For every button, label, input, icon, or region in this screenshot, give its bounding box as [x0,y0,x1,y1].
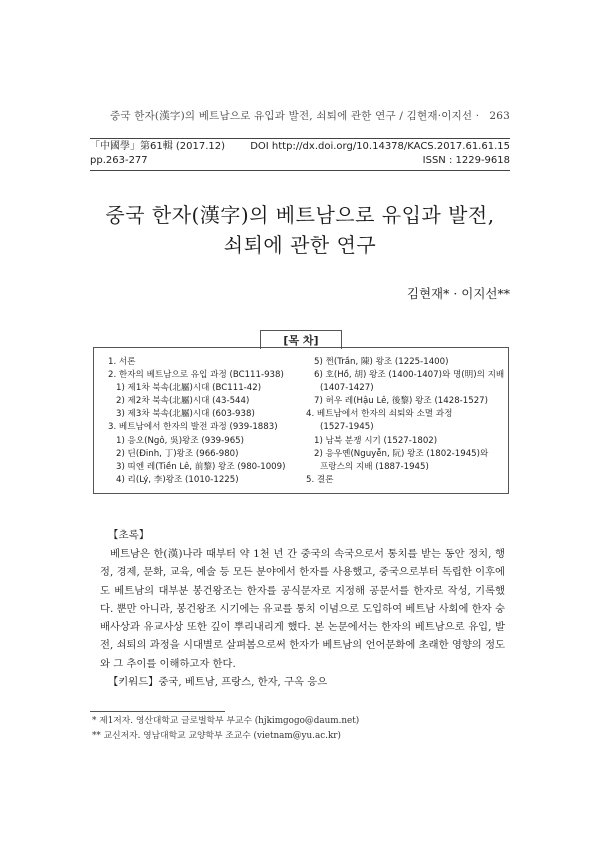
footnote-corresponding-author: ** 교신저자. 영남대학교 교양학부 조교수 (vietnam@yu.ac.kr) [92,730,341,741]
meta-bottom-rule [90,170,510,171]
running-head [90,108,510,123]
toc-item: 5) 쩐(Trần, 陳) 왕조 (1225-1400) [314,357,449,367]
abstract-heading: 【초록】 [108,529,150,541]
toc-item: 4) 리(Lý, 李)왕조 (1010-1225) [116,474,239,485]
toc-item: 4. 베트남에서 한자의 쇠퇴와 소멸 과정 [306,409,453,420]
toc-item: 5. 결론 [306,474,334,485]
toc-item: 3) 띠엔 레(Tiền Lê, 前黎) 왕조 (980-1009) [116,461,286,472]
toc-left-column [108,356,293,487]
footnote-rule [90,711,225,712]
toc-item: (1527-1945) [320,422,374,433]
title-line-2: 쇠퇴에 관한 연구 [223,233,377,257]
running-head-text: 중국 한자(漢字)의 베트남으로 유입과 발전, 쇠퇴에 관한 연구 / 김현재·이지선 · [110,110,480,122]
toc-item: 1) 응오(Ngô, 吳)왕조 (939-965) [116,435,245,446]
journal-meta [90,140,510,168]
paper-title [60,200,540,260]
toc-item: 3. 베트남에서 한자의 발전 과정 (939-1883) [108,422,278,433]
meta-top-rule [90,138,510,139]
toc-item: 2. 한자의 베트남으로 유입 과정 (BC111-938) [108,370,284,381]
footnote-first-author: * 제1저자. 영산대학교 글로벌학부 부교수 (hjkimgogo@daum.net) [92,716,360,726]
toc-item: 2) 딘(Đinh, 丁)왕조 (966-980) [116,448,239,459]
page-range: pp.263-277 [90,155,148,166]
toc-item: 2) 제2차 북속(北屬)시대 (43-544) [116,396,250,407]
toc-item: 1) 제1차 북속(北屬)시대 (BC111-42) [116,383,262,394]
toc-item: (1407-1427) [320,383,374,394]
toc-item: 프랑스의 지배 (1887-1945) [320,461,429,472]
toc-label: [목 차] [260,330,342,349]
toc-item: 1) 남북 분쟁 시기 (1527-1802) [314,435,438,446]
toc-right-column [306,356,504,487]
abstract-body: 베트남은 한(漢)나라 때부터 약 1천 년 간 중국의 속국으로서 통치를 받는 동안 정치, 행정, 경제, 문화, 교육, 예술 등 모든 분야에서 한자를 사용했고, 중국으로부터 독립한 이후에도 베트남의 대부분 봉건왕조는 한자를 공식문자로 지정해 공문서를 한자로 작성, 기록했다. 뿐만 아니라, 봉건왕조 시기에는 유교를 통치 이념으로 도입하여 베트남 사회에 한자 숭배사상과 유교사상 또한 깊이 뿌리내리게 했다. 본 논문에서는 한자의 베트남으로 유입, 발전, 쇠퇴의 과정을 시대별로 살펴봄으로써 한자가 베트남의 언어문화에 초래한 영향의 정도와 그 추이를 이해하고자 한다. [100,548,505,670]
toc-item: 2) 응우옌(Nguyễn, 阮) 왕조 (1802-1945)와 [314,448,489,459]
table-of-contents [93,347,509,494]
title-line-1: 중국 한자(漢字)의 베트남으로 유입과 발전, [105,203,495,227]
toc-item: 1. 서론 [108,357,136,367]
toc-item: 3) 제3차 북속(北屬)시대 (603-938) [116,409,255,420]
keywords: 【키워드】중국, 베트남, 프랑스, 한자, 구옥 응으 [108,676,328,688]
doi-link[interactable]: DOI http://dx.doi.org/10.14378/KACS.2017.61.61.15 [250,141,510,152]
toc-item: 6) 호(Hồ, 胡) 왕조 (1400-1407)와 명(明)의 지배 [314,370,505,381]
authors: 김현재* · 이지선** [406,286,510,301]
footnotes [92,714,359,743]
issn: ISSN : 1229-9618 [422,155,510,166]
toc-item: 7) 허우 레(Hậu Lê, 後黎) 왕조 (1428-1527) [314,396,488,407]
page-number: 263 [489,110,510,122]
journal-info: 「中國學」第61輯 (2017.12) [90,141,226,152]
